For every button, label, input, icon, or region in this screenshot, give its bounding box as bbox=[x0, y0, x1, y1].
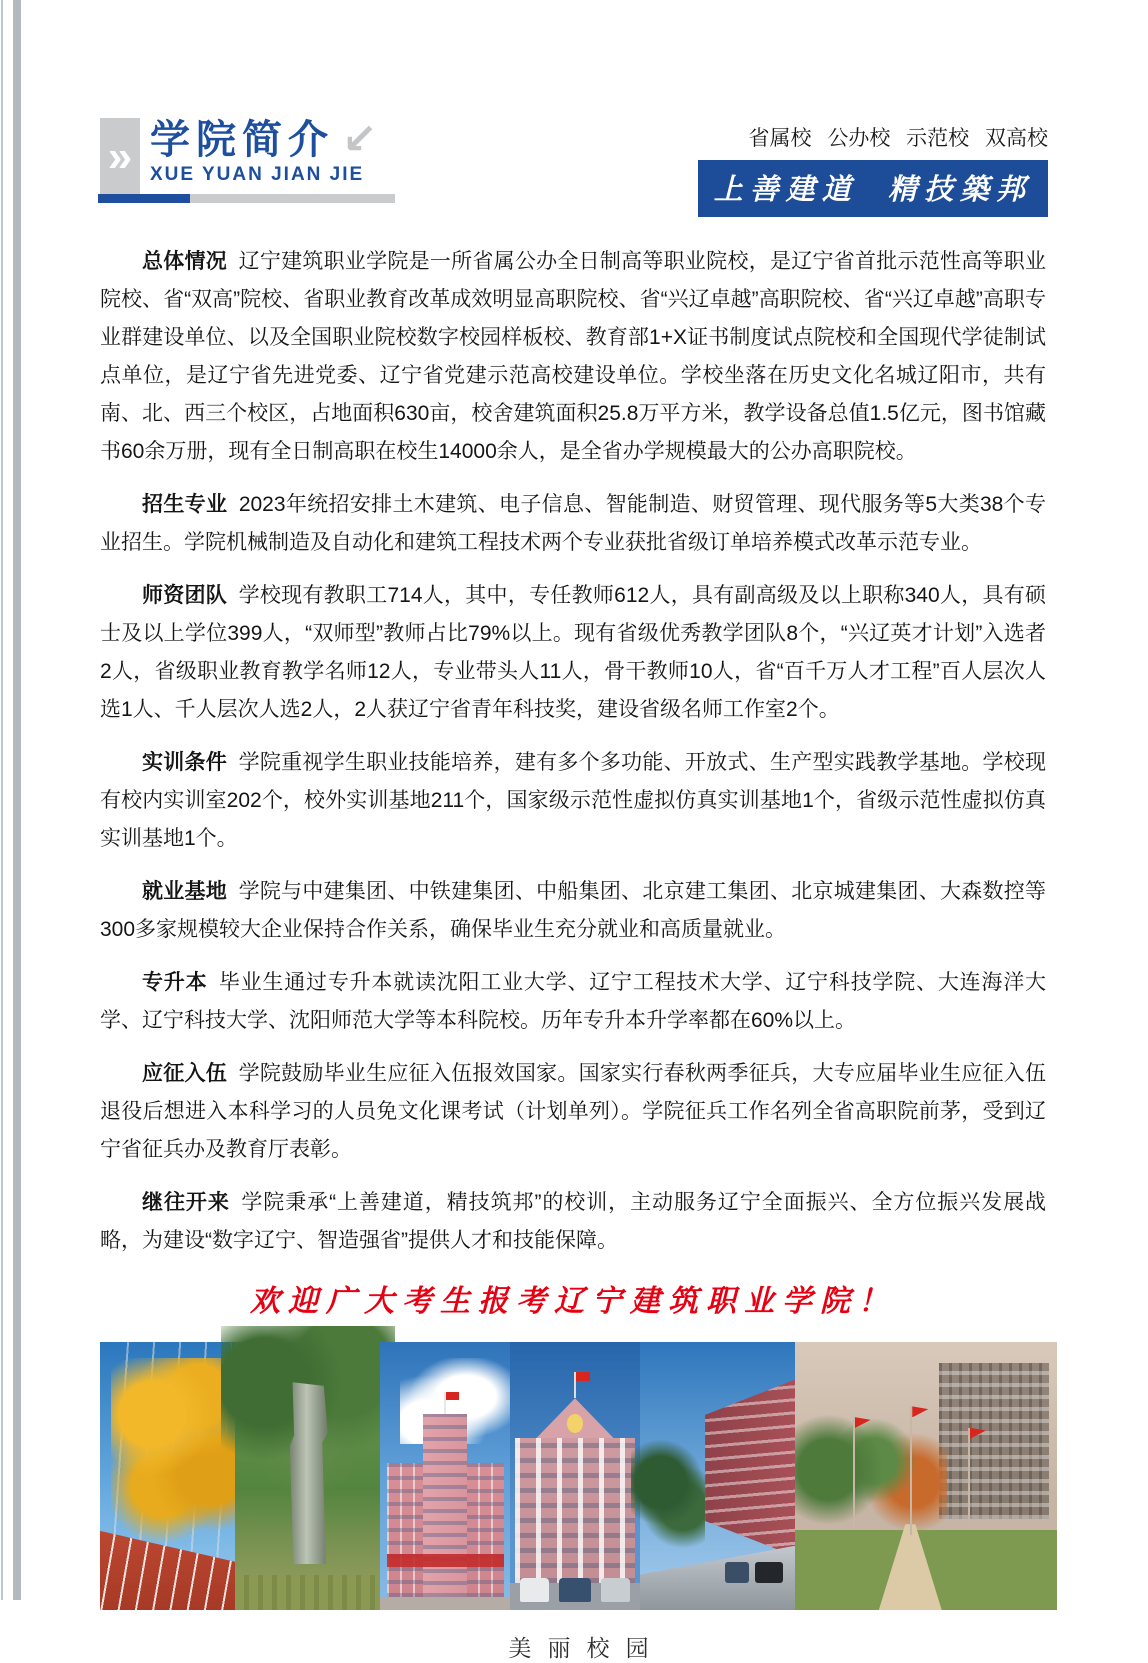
photo-pink-building bbox=[380, 1342, 510, 1610]
title-underline bbox=[150, 194, 395, 203]
intro-body bbox=[0, 217, 1148, 1320]
paragraph-text: 2023年统招安排土木建筑、电子信息、智能制造、财贸管理、现代服务等5大类38个专业招生。学院机械制造及自动化和建筑工程技术两个专业获批省级订单培养模式改革示范专业。 bbox=[100, 493, 1046, 554]
photo-flag-lined-path bbox=[795, 1342, 1057, 1610]
paragraph-label: 专升本 bbox=[142, 971, 208, 994]
car-shape bbox=[520, 1578, 549, 1602]
building-shape bbox=[939, 1363, 1049, 1518]
gallery-caption: 美丽校园 bbox=[508, 1635, 665, 1661]
paragraph-text: 毕业生通过专升本就读沈阳工业大学、辽宁工程技术大学、辽宁科技学院、大连海洋大学、辽宁科技大学、沈阳师范大学等本科院校。历年专升本升学率都在60%以上。 bbox=[100, 971, 1046, 1032]
red-flag-shape bbox=[968, 1428, 970, 1530]
paragraph-text: 学院秉承“上善建道，精技筑邦”的校训，主动服务辽宁全面振兴、全方位振兴发展战略，为建设“数字辽宁、智造强省”提供人才和技能保障。 bbox=[100, 1191, 1047, 1252]
ground-shape bbox=[380, 1597, 510, 1610]
title-underline-accent bbox=[98, 194, 190, 203]
red-flag-shape bbox=[574, 1372, 576, 1398]
red-banner-shape bbox=[387, 1554, 504, 1567]
campus-photo-strip bbox=[100, 1342, 1057, 1610]
paragraph-label: 继往开来 bbox=[142, 1191, 230, 1214]
car-shape bbox=[559, 1578, 590, 1602]
paragraph-text: 学校现有教职工714人，其中，专任教师612人，具有副高级及以上职称340人，具有硕士及以上学位399人，“双师型”教师占比79%以上。现有省级优秀教学团队8个，“兴辽英才计划”入选者2人，省级职业教育教学名师12人，专业带头人11人，骨干教师10人，省“百千万人才工程”百人层次人选1人、千人层次人选2人，2人获辽宁省青年科技奖，建设省级名师工作室2个。 bbox=[100, 584, 1046, 721]
building-shape bbox=[515, 1438, 635, 1583]
photo-autumn-trees-track bbox=[100, 1342, 235, 1610]
paragraph-military-enlistment bbox=[100, 1055, 1046, 1169]
paragraph-text: 辽宁建筑职业学院是一所省属公办全日制高等职业院校，是辽宁省首批示范性高等职业院校、省“双高”院校、省职业教育改革成效明显高职院校、省“兴辽卓越”高职院校、省“兴辽卓越”高职专业群建设单位、以及全国职业院校数字校园样板校、教育部1+X证书制度试点院校和全国现代学徒制试点单位，是辽宁省先进党委、辽宁省党建示范高校建设单位。学校坐落在历史文化名城辽阳市，共有南、北、西三个校区，占地面积630亩，校舍建筑面积25.8万平方米，教学设备总值1.5亿元，图书馆藏书60余万册，现有全日制高职在校生14000余人，是全省办学规模最大的公办高职院校。 bbox=[100, 250, 1047, 463]
tree-shape bbox=[631, 1433, 705, 1556]
left-edge-bar bbox=[13, 0, 21, 1600]
car-shape bbox=[601, 1578, 630, 1602]
red-flag-shape bbox=[910, 1406, 912, 1535]
paragraph-text: 学院与中建集团、中铁建集团、中船集团、北京建工集团、北京城建集团、大森数控等300多家规模较大企业保持合作关系，确保毕业生充分就业和高质量就业。 bbox=[100, 880, 1047, 941]
paragraph-text: 学院鼓励毕业生应征入伍报效国家。国家实行春秋两季征兵，大专应届毕业生应征入伍退役后想进入本科学习的人员免文化课考试（计划单列）。学院征兵工作名列全省高职院前茅，受到辽宁省征兵办及教育厅表彰。 bbox=[100, 1062, 1047, 1161]
paragraph-label: 应征入伍 bbox=[142, 1062, 228, 1085]
header-right-block bbox=[698, 118, 1048, 217]
paragraph-faculty bbox=[100, 577, 1046, 729]
paragraph-employment-bases bbox=[100, 873, 1046, 949]
paragraph-enrollment-majors bbox=[100, 486, 1046, 562]
paragraph-label: 实训条件 bbox=[142, 751, 228, 774]
grass-shape bbox=[235, 1575, 380, 1610]
paragraph-upgrade-to-bachelor bbox=[100, 964, 1046, 1040]
photo-red-brick-building bbox=[640, 1342, 795, 1610]
building-shape bbox=[705, 1380, 795, 1557]
school-motto-banner: 上善建道 精技築邦 bbox=[698, 160, 1048, 217]
car-shape bbox=[725, 1562, 748, 1583]
welcome-slogan: 欢迎广大考生报考辽宁建筑职业学院！ bbox=[250, 1285, 896, 1318]
arrow-down-left-icon: ↙ bbox=[342, 115, 378, 162]
page-title-pinyin: XUE YUAN JIAN JIE bbox=[150, 164, 365, 185]
red-flag-shape bbox=[853, 1417, 855, 1530]
double-chevron-icon: » bbox=[100, 118, 140, 196]
page-title: 学院简介 bbox=[150, 118, 334, 162]
stone-monument-shape bbox=[289, 1382, 328, 1564]
paragraph-overview bbox=[100, 243, 1046, 471]
red-flag-shape bbox=[444, 1392, 446, 1414]
emblem-shape bbox=[567, 1414, 583, 1433]
paragraph-text: 学院重视学生职业技能培养，建有多个多功能、开放式、生产型实践教学基地。学校现有校内实训室202个，校外实训基地211个，国家级示范性虚拟仿真实训基地1个，省级示范性虚拟仿真实训基地1个。 bbox=[100, 751, 1047, 850]
photo-pediment-building bbox=[510, 1342, 640, 1610]
paragraph-label: 就业基地 bbox=[142, 880, 228, 903]
photo-stone-sculpture bbox=[235, 1342, 380, 1610]
paragraph-label: 招生专业 bbox=[142, 493, 228, 516]
left-edge-line bbox=[1, 0, 3, 1600]
paragraph-future-outlook bbox=[100, 1184, 1046, 1260]
page-header bbox=[0, 0, 1148, 217]
title-stack bbox=[150, 115, 395, 203]
school-badges-text: 省属校 公办校 示范校 双高校 bbox=[748, 127, 1048, 150]
section-title-block bbox=[100, 115, 395, 203]
trees-shape bbox=[795, 1412, 947, 1541]
paragraph-training-facilities bbox=[100, 744, 1046, 858]
car-shape bbox=[755, 1562, 783, 1583]
tower-shape bbox=[423, 1414, 467, 1596]
paragraph-label: 总体情况 bbox=[142, 250, 228, 273]
paragraph-label: 师资团队 bbox=[142, 584, 228, 607]
